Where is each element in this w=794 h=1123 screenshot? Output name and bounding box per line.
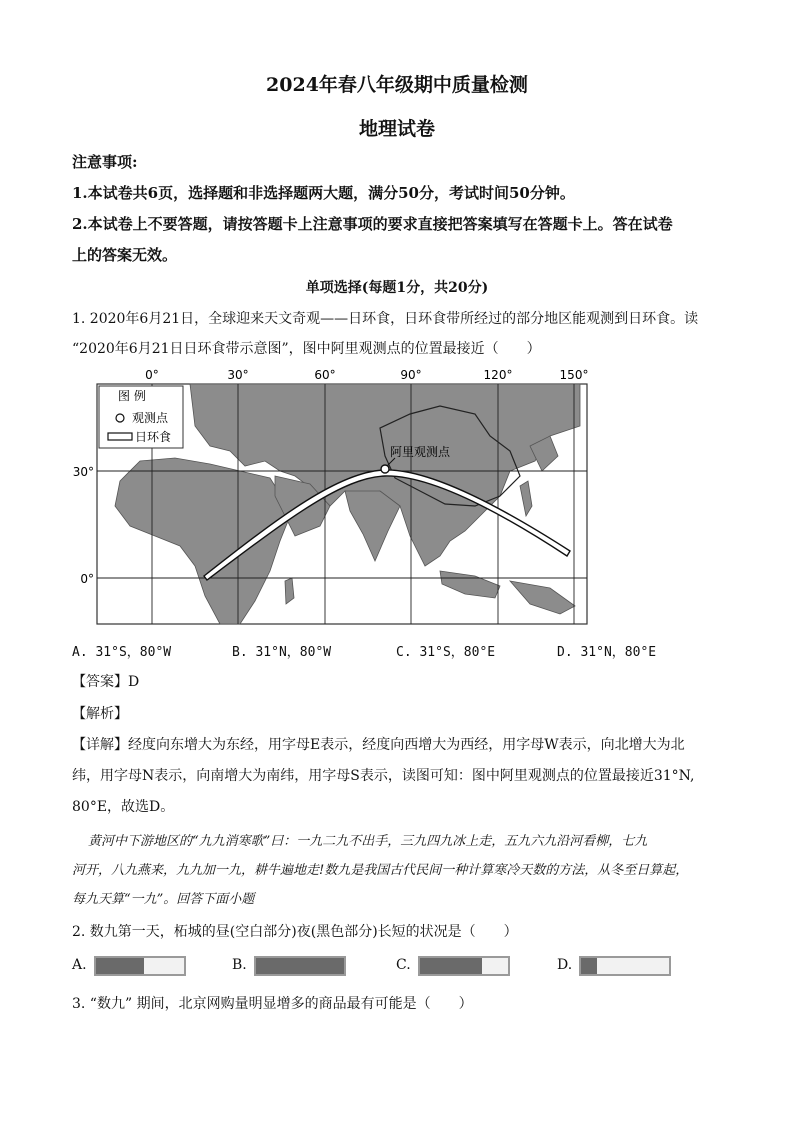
q1-option-a[interactable]: A. 31°S，80°W bbox=[72, 645, 172, 660]
q1-analysis-heading: 【解析】 bbox=[72, 706, 128, 722]
lat-label-30: 30° bbox=[72, 465, 94, 479]
lon-label-60: 60° bbox=[314, 368, 336, 382]
q1-detail-line-1: 【详解】经度向东增大为东经，用字母E表示，经度向西增大为西经，用字母W表示，向北增大为北 bbox=[72, 737, 685, 753]
passage-line-2: 河开，八九燕来，九九加一九，耕牛遍地走!数九是我国古代民间一种计算寒冷天数的方法，从冬至日算起， bbox=[72, 863, 689, 878]
q2-option-a-bar bbox=[94, 956, 186, 976]
legend-point-label: 观测点 bbox=[132, 411, 169, 425]
notice-item-1: 1.本试卷共6页，选择题和非选择题两大题，满分50分，考试时间50分钟。 bbox=[72, 184, 575, 202]
lat-label-0: 0° bbox=[80, 572, 94, 586]
q2-option-d-bar bbox=[579, 956, 671, 976]
lon-label-90: 90° bbox=[400, 368, 422, 382]
q1-answer: 【答案】D bbox=[72, 674, 140, 690]
q1-option-b[interactable]: B. 31°N，80°W bbox=[232, 645, 332, 660]
exam-subtitle: 地理试卷 bbox=[358, 118, 435, 140]
exam-title: 2024年春八年级期中质量检测 bbox=[266, 74, 528, 96]
notice-item-2-line-2: 上的答案无效。 bbox=[72, 246, 178, 264]
q1-stem-line-2: “2020年6月21日日环食带示意图”，图中阿里观测点的位置最接近（ ） bbox=[72, 341, 541, 357]
legend-band-icon bbox=[108, 433, 132, 440]
legend-title: 图 例 bbox=[118, 389, 146, 403]
lat-labels bbox=[73, 465, 94, 586]
legend-band-label: 日环食 bbox=[135, 430, 172, 444]
q2-option-c-label: C. bbox=[396, 957, 411, 973]
q1-option-d[interactable]: D. 31°N，80°E bbox=[557, 645, 657, 660]
lon-label-150: 150° bbox=[559, 368, 589, 382]
q2-option-b-label: B. bbox=[232, 957, 247, 973]
point-label: 阿里观测点 bbox=[390, 445, 451, 459]
lon-label-30: 30° bbox=[227, 368, 249, 382]
passage-line-1: 黄河中下游地区的“九九消寒歌”曰：一九二九不出手，三九四九冰上走，五九六九沿河看柳，七九 bbox=[88, 834, 648, 849]
legend-point-icon bbox=[116, 414, 124, 422]
lon-label-0: 0° bbox=[145, 368, 159, 382]
notice-item-2-line-1: 2.本试卷上不要答题，请按答题卡上注意事项的要求直接把答案填写在答题卡上。答在试卷 bbox=[72, 215, 673, 233]
q1-detail-line-2: 纬，用字母N表示，向南增大为南纬，用字母S表示，读图可知：图中阿里观测点的位置最接近31°N, bbox=[72, 768, 695, 784]
map-legend bbox=[99, 386, 183, 448]
q2-stem: 2. 数九第一天，柘城的昼(空白部分)夜(黑色部分)长短的状况是（ ） bbox=[72, 924, 518, 940]
q2-option-d-label: D. bbox=[557, 957, 573, 973]
day-segment bbox=[597, 958, 669, 974]
ali-observation-point bbox=[381, 465, 389, 473]
notice-heading: 注意事项: bbox=[72, 153, 138, 171]
q2-option-a-label: A. bbox=[72, 957, 87, 973]
day-segment bbox=[482, 958, 508, 974]
passage-line-3: 每九天算“一九”。回答下面小题 bbox=[72, 892, 255, 907]
q1-option-c[interactable]: C. 31°S，80°E bbox=[396, 645, 496, 660]
q3-stem: 3. “数九” 期间，北京网购量明显增多的商品最有可能是（ ） bbox=[72, 996, 473, 1012]
lon-labels bbox=[145, 368, 588, 382]
q2-option-c-bar bbox=[418, 956, 510, 976]
q1-stem-line-1: 1. 2020年6月21日，全球迎来天文奇观——日环食，日环食带所经过的部分地区能观测到日环食。读 bbox=[72, 311, 699, 327]
q2-option-b-bar bbox=[254, 956, 346, 976]
eclipse-map bbox=[72, 366, 600, 631]
lon-label-120: 120° bbox=[483, 368, 513, 382]
day-segment bbox=[144, 958, 184, 974]
eclipse-map-figure bbox=[72, 366, 600, 631]
q1-detail-line-3: 80°E，故选D。 bbox=[72, 799, 175, 815]
section-title: 单项选择(每题1分，共20分) bbox=[305, 280, 489, 296]
